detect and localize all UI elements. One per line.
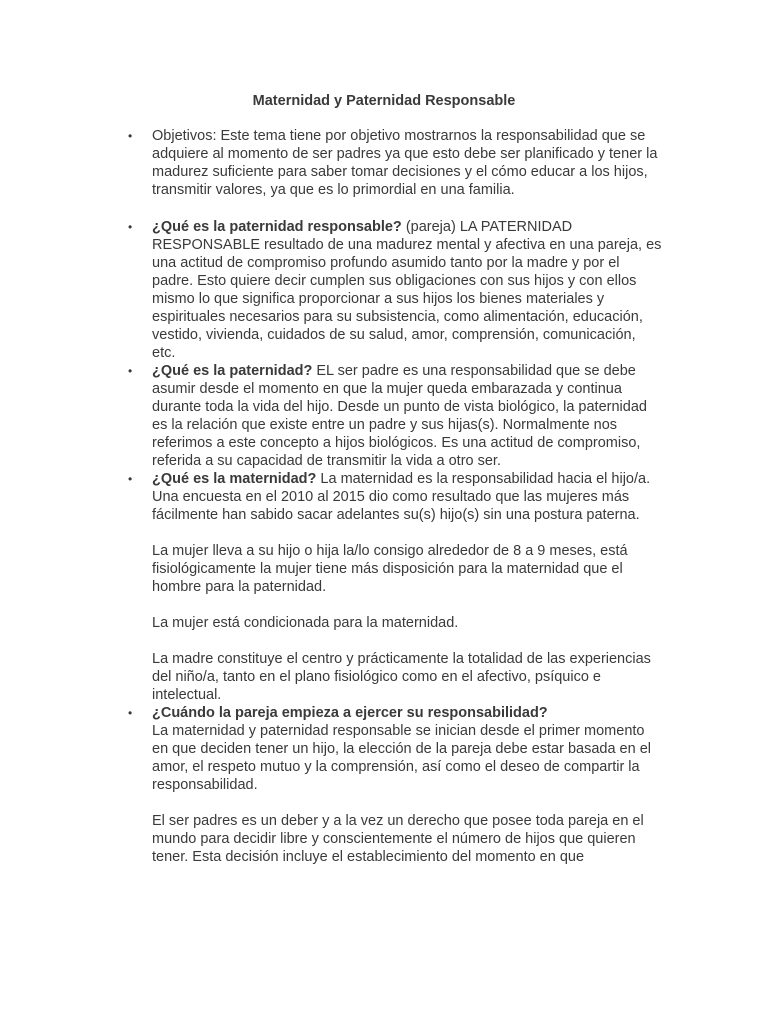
document-title: Maternidad y Paternidad Responsable [252,93,516,109]
paragraph [152,218,662,362]
question-heading: ¿Qué es la maternidad? [152,471,317,487]
paragraph [152,704,662,722]
list-item-paternidad-responsable [0,218,662,362]
paragraph: La maternidad y paternidad responsable se inician desde el primer momento en que deciden tener un hijo, la elección de la pareja debe estar basada en el amor, el respeto mutuo y la comprensión, así como el deseo de compartir la responsabilidad. [152,723,652,793]
paragraph [152,470,662,524]
paragraph: El ser padres es un deber y a la vez un derecho que posee toda pareja en el mundo para decidir libre y conscientemente el número de hijos que quieren tener. Esta decisión incluye el establecimiento del momento en que [152,813,644,865]
paragraph-text: (pareja) LA PATERNIDAD RESPONSABLE resultado de una madurez mental y afectiva en una pareja, es una actitud de compromiso profundo asumido tanto por la madre y por el padre. Esto quiere decir cumplen sus obligaciones con sus hijos y con ellos mismo lo que significa proporcionar a sus hijos los bienes materiales y espirituales necesarios para su subsistencia, como alimentación, educación, vestido, vivienda, cuidados de su salud, amor, comprensión, comunicación, etc. [152,219,662,361]
paragraph: La madre constituye el centro y prácticamente la totalidad de las experiencias del niño/a, tanto en el plano fisiológico como en el afectivo, psíquico e intelectual. [152,651,651,703]
list-item-paternidad [0,362,662,470]
paragraph [152,127,662,199]
question-heading: ¿Cuándo la pareja empieza a ejercer su responsabilidad? [152,705,548,721]
bullet-icon: • [128,472,133,486]
paragraph-text: EL ser padre es una responsabilidad que se debe asumir desde el momento en que la mujer queda embarazada y continua durante toda la vida del hijo. Desde un punto de vista biológico, la paternidad es la relación que existe entre un padre y sus hijas(s). Normalmente nos referimos a este concepto a hijos biológicos. Es una actitud de compromiso, referida a su capacidad de transmitir la vida a otro ser. [152,363,647,469]
question-heading: ¿Qué es la paternidad responsable? [152,219,402,235]
paragraph: La mujer está condicionada para la maternidad. [152,615,459,631]
question-heading: ¿Qué es la paternidad? [152,363,313,379]
paragraph-text: Objetivos: Este tema tiene por objetivo mostrarnos la responsabilidad que se adquiere al momento de ser padres ya que esto debe ser planificado y tener la madurez suficiente para saber tomar decisiones y el cómo educar a los hijos, transmitir valores, ya que es lo primordial en una familia. [152,128,658,198]
paragraph: La mujer lleva a su hijo o hija la/lo consigo alrededor de 8 a 9 meses, está fisiológicamente la mujer tiene más disposición para la maternidad que el hombre para la paternidad. [152,543,628,595]
paragraph-text: La maternidad es la responsabilidad hacia el hijo/a. Una encuesta en el 2010 al 2015 dio como resultado que las mujeres más fácilmente han sabido sacar adelantes su(s) hijo(s) sin una postura paterna. [152,471,651,523]
list-item-maternidad [0,470,662,704]
bullet-list [0,127,768,866]
bullet-icon: • [128,129,133,143]
bullet-icon: • [128,220,133,234]
bullet-icon: • [128,706,133,720]
list-item-objetivos [0,127,662,199]
list-item-cuando-responsabilidad [0,704,662,866]
bullet-icon: • [128,364,133,378]
paragraph [152,362,662,470]
